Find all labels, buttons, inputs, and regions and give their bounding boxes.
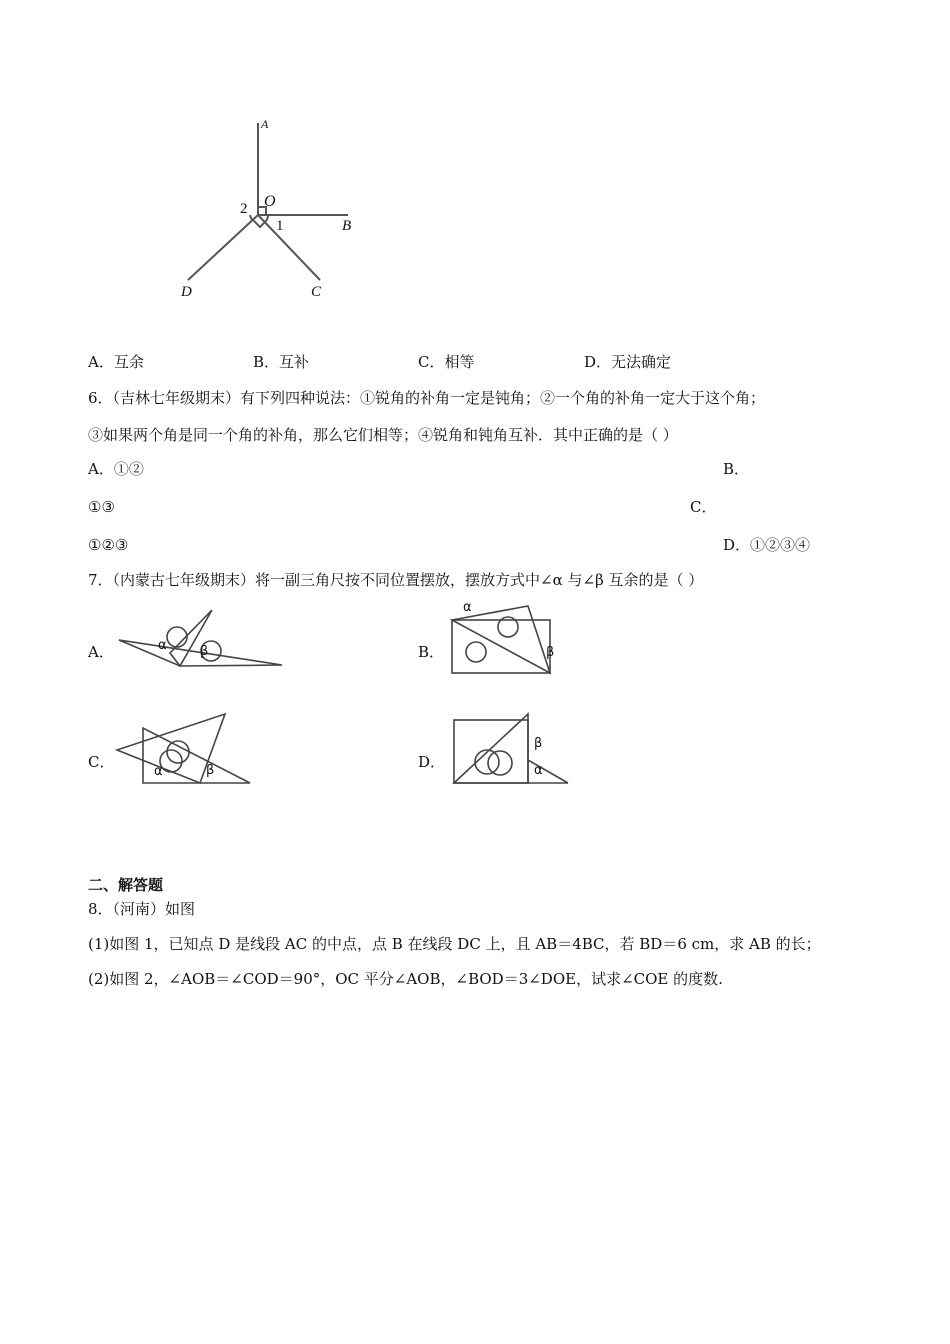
triangle-ruler-figure-c [115,712,255,787]
label-c: C [311,284,322,300]
q5-figure [170,115,370,315]
q7-option-a-label: A． [88,643,114,661]
q6-option-a: A．①② [88,460,144,478]
triangle-ruler-figure-d [450,712,575,787]
q7-stem: 7．（内蒙古七年级期末）将一副三角尺按不同位置摆放，摆放方式中∠α 与∠β 互余的是（ ） [88,571,704,589]
q6-option-c-value: ①②③ [88,536,129,554]
q8-part2: (2)如图 2，∠AOB＝∠COD＝90°，OC 平分∠AOB，∠BOD＝3∠DOE，试求∠COE 的度数. [88,970,723,988]
q7-option-c-label: C． [88,753,115,771]
q8-stem: 8．（河南）如图 [88,900,196,918]
q7-option-d-label: D． [418,753,446,771]
alpha-label: α [158,638,167,653]
q7-figure-c [115,712,255,787]
section-title: 二、解答题 [88,876,164,894]
angle-diagram [170,115,370,315]
label-d: D [181,284,192,300]
q7-figure-a [115,608,285,673]
q7-figure-d [450,712,575,787]
beta-label: β [546,645,555,660]
q8-part1: (1)如图 1，已知点 D 是线段 AC 的中点，点 B 在线段 DC 上，且 AB＝4BC，若 BD＝6 cm，求 AB 的长； [88,935,821,953]
triangle-ruler-figure-a [115,608,285,673]
q6-stem-line1: 6．（吉林七年级期末）有下列四种说法：①锐角的补角一定是钝角；②一个角的补角一定大于这个角； [88,389,766,407]
q7-option-b-label: B． [418,643,445,661]
alpha-label: α [463,600,472,615]
label-b: B [342,218,352,234]
beta-label: β [534,736,543,751]
q5-option-c: C．相等 [418,353,475,371]
q6-option-b-label: B． [723,460,750,478]
label-a: A [261,117,269,131]
beta-label: β [200,644,209,659]
label-1: 1 [276,218,284,234]
q5-option-a: A．互余 [88,353,144,371]
label-o: O [264,193,276,210]
q5-option-b: B．互补 [253,353,310,371]
label-2: 2 [240,201,248,217]
q6-option-b-value: ①③ [88,498,115,516]
q6-stem-line2: ③如果两个角是同一个角的补角，那么它们相等；④锐角和钝角互补．其中正确的是（ ） [88,426,678,444]
q6-option-c-label: C． [690,498,717,516]
q7-figure-b [448,600,558,675]
beta-label: β [206,763,215,778]
q5-option-d: D．无法确定 [584,353,672,371]
alpha-label: α [534,763,543,778]
alpha-label: α [154,764,163,779]
q6-option-d: D．①②③④ [723,536,811,554]
